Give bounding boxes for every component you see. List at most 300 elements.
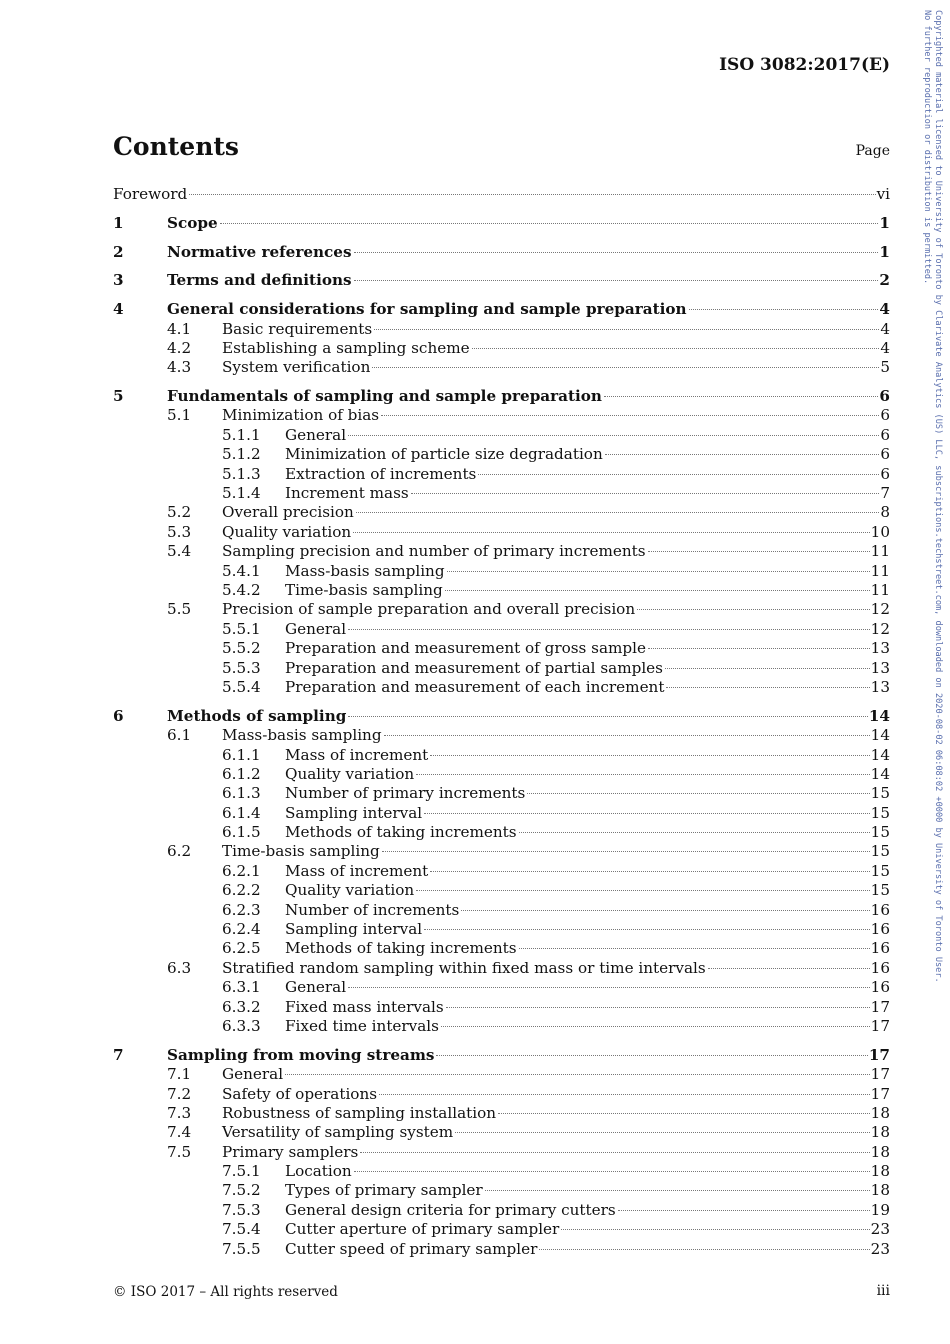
toc-entry-number: 7.5.1 [222,1162,261,1181]
toc-entry-page[interactable]: 13 [870,639,890,658]
toc-entry-title[interactable]: Cutter speed of primary sampler [285,1239,538,1258]
toc-entry-title[interactable]: Types of primary sampler [285,1181,483,1200]
toc-dot-leader [348,716,868,717]
table-of-contents [113,185,890,1259]
toc-entry-line [285,1220,890,1239]
toc-entry-title[interactable]: Basic requirements [222,319,373,338]
toc-entry-page[interactable]: 13 [870,658,890,677]
toc-entry-number: 6.1 [167,726,192,745]
toc-entry[interactable] [113,300,890,319]
toc-entry-line [285,978,890,997]
toc-entry[interactable] [113,881,890,900]
toc-entry-number: 7.1 [167,1065,192,1084]
toc-entry-title[interactable]: Quality variation [285,764,415,783]
toc-dot-leader [348,629,870,630]
toc-entry-line [285,901,890,920]
toc-entry[interactable] [113,185,890,204]
toc-entry-line [113,185,890,204]
toc-entry-line [285,659,890,678]
toc-entry-page[interactable]: 4 [879,300,890,319]
toc-entry-page[interactable]: 18 [870,1162,890,1181]
footer-page-number: iii [876,1283,890,1299]
toc-entry-title[interactable]: Safety of operations [222,1084,378,1103]
toc-entry-page[interactable]: 7 [880,484,890,503]
toc-entry-number: 6 [113,706,124,725]
toc-entry-number: 4 [113,300,124,319]
toc-dot-leader [354,280,879,281]
toc-entry-page[interactable]: 11 [870,580,890,599]
toc-entry-title[interactable]: Methods of taking increments [285,823,517,842]
toc-entry-number: 7.3 [167,1103,192,1122]
toc-entry-number: 4.1 [167,319,192,338]
toc-entry-number: 5.4.2 [222,580,261,599]
toc-entry[interactable] [113,862,890,881]
toc-entry-page[interactable]: 1 [879,213,890,232]
toc-dot-leader [446,1007,870,1008]
toc-entry-line [167,387,890,406]
toc-entry-title[interactable]: Methods of sampling [167,706,347,725]
toc-entry-number: 5 [113,387,124,406]
toc-entry[interactable] [113,659,890,678]
toc-entry-page[interactable]: 17 [870,1084,890,1103]
toc-entry-number: 5.5 [167,600,192,619]
toc-dot-leader [637,609,870,610]
toc-entry-line [285,639,890,658]
toc-entry-line [285,939,890,958]
toc-entry-title[interactable]: Increment mass [285,484,409,503]
toc-entry-line [285,862,890,881]
toc-entry-number: 6.1.4 [222,803,261,822]
toc-entry-title[interactable]: Fixed time intervals [285,1016,439,1035]
toc-dot-leader [354,1171,870,1172]
toc-entry[interactable] [113,445,890,464]
toc-entry[interactable] [113,939,890,958]
toc-entry-title[interactable]: General [285,978,347,997]
document-code: ISO 3082:2017(E) [719,55,890,75]
toc-dot-leader [353,532,869,533]
toc-entry-page[interactable]: 23 [870,1220,890,1239]
toc-dot-leader [447,571,870,572]
toc-entry[interactable] [113,1104,890,1123]
toc-entry-number: 6.1.3 [222,784,261,803]
toc-entry-number: 5.5.2 [222,639,261,658]
toc-dot-leader [445,590,870,591]
toc-entry-number: 6.2 [167,842,192,861]
toc-entry-line [222,406,890,425]
toc-entry-number: 3 [113,271,124,290]
toc-entry[interactable] [113,1143,890,1162]
toc-entry-number: 6.1.2 [222,764,261,783]
toc-entry-line [222,542,890,561]
toc-entry-number: 6.2.3 [222,900,261,919]
toc-entry[interactable] [113,214,890,233]
toc-entry-page[interactable]: 6 [880,406,890,425]
toc-entry[interactable] [113,387,890,406]
toc-entry-page[interactable]: 15 [870,803,890,822]
toc-entry-title[interactable]: Sampling interval [285,920,423,939]
toc-dot-leader [618,1210,870,1211]
toc-entry-page[interactable]: 11 [870,542,890,561]
toc-entry-page[interactable]: 17 [868,1045,890,1064]
toc-entry-page[interactable]: 13 [870,677,890,696]
toc-entry[interactable] [113,823,890,842]
toc-entry[interactable] [113,959,890,978]
toc-entry-title[interactable]: System verification [222,358,371,377]
toc-entry-line [285,784,890,803]
toc-entry[interactable] [113,465,890,484]
toc-entry-number: 6.3 [167,958,192,977]
toc-entry-number: 6.1.5 [222,823,261,842]
toc-entry-page[interactable]: 11 [870,561,890,580]
toc-entry-line [222,1104,890,1123]
toc-entry-page[interactable]: 15 [870,881,890,900]
toc-dot-leader [648,648,870,649]
toc-entry[interactable] [113,1123,890,1142]
toc-entry-line [167,271,890,290]
toc-entry-title[interactable]: General design criteria for primary cutters [285,1200,616,1219]
toc-dot-leader [379,1094,870,1095]
toc-dot-leader [604,396,878,397]
toc-dot-leader [519,948,870,949]
toc-entry[interactable] [113,842,890,861]
toc-entry[interactable] [113,707,890,726]
toc-entry-number: 5.1.1 [222,425,261,444]
toc-entry-title[interactable]: Terms and definitions [167,271,352,290]
toc-dot-leader [430,755,869,756]
toc-entry-line [285,678,890,697]
toc-entry-line [222,523,890,542]
toc-dot-leader [384,735,870,736]
toc-entry-line [285,484,890,503]
contents-title: Contents [113,132,240,161]
toc-entry-line [222,1123,890,1142]
toc-entry-title[interactable]: Precision of sample preparation and overall precision [222,600,636,619]
toc-entry[interactable] [113,1240,890,1259]
toc-entry-title[interactable]: Extraction of increments [285,464,477,483]
toc-entry[interactable] [113,1162,890,1181]
toc-entry-line [222,503,890,522]
toc-entry-title[interactable]: Normative references [167,242,352,261]
toc-entry-number: 5.1 [167,406,192,425]
toc-entry-line [167,1046,890,1065]
toc-entry-page[interactable]: 18 [870,1103,890,1122]
toc-entry-title[interactable]: Sampling from moving streams [167,1045,435,1064]
toc-entry-line [285,746,890,765]
toc-entry[interactable] [113,620,890,639]
toc-entry-page[interactable]: 17 [870,997,890,1016]
toc-entry-title[interactable]: Mass of increment [285,745,429,764]
toc-entry-page[interactable]: 12 [870,619,890,638]
toc-entry-title[interactable]: Overall precision [222,503,354,522]
toc-entry[interactable] [113,678,890,697]
toc-entry-title[interactable]: Mass-basis sampling [222,726,382,745]
toc-entry-page[interactable]: 16 [870,958,890,977]
toc-entry-page[interactable]: 4 [880,319,890,338]
toc-entry-line [285,881,890,900]
toc-entry-title[interactable]: Minimization of bias [222,406,380,425]
toc-entry[interactable] [113,358,890,377]
toc-entry-line [285,426,890,445]
toc-dot-leader [436,1055,867,1056]
license-watermark [921,10,945,983]
toc-entry-page[interactable]: 8 [880,503,890,522]
toc-entry[interactable] [113,1065,890,1084]
toc-dot-leader [561,1229,869,1230]
toc-entry-line [222,726,890,745]
toc-entry-page[interactable]: 15 [870,784,890,803]
toc-entry-page[interactable]: 10 [870,522,890,541]
toc-entry-number: 7.5.3 [222,1200,261,1219]
toc-entry-line [285,823,890,842]
toc-entry-line [167,214,890,233]
toc-entry-page[interactable]: 18 [870,1142,890,1161]
toc-entry[interactable] [113,784,890,803]
toc-entry-number: 6.2.4 [222,920,261,939]
toc-entry[interactable] [113,639,890,658]
toc-entry-number: 7.2 [167,1084,192,1103]
toc-dot-leader [348,987,870,988]
toc-entry-page[interactable]: 16 [870,939,890,958]
toc-entry-page[interactable]: 17 [870,1016,890,1035]
toc-entry[interactable] [113,1181,890,1200]
toc-entry-page[interactable]: 6 [880,464,890,483]
toc-entry-title[interactable]: Foreword [113,185,188,203]
toc-entry[interactable] [113,562,890,581]
toc-entry-page[interactable]: 17 [870,1065,890,1084]
toc-dot-leader [666,687,869,688]
toc-entry-number: 4.3 [167,358,192,377]
toc-dot-leader [605,454,880,455]
toc-dot-leader [441,1026,870,1027]
toc-dot-leader [424,813,870,814]
toc-dot-leader [461,910,869,911]
toc-entry-page[interactable]: 16 [870,920,890,939]
toc-entry[interactable] [113,1085,890,1104]
toc-entry-title[interactable]: Preparation and measurement of gross sample [285,639,646,658]
toc-entry-line [222,1065,890,1084]
watermark-text [922,10,943,983]
toc-dot-leader [485,1190,870,1191]
toc-dot-leader [354,252,879,253]
toc-dot-leader [348,435,879,436]
toc-entry[interactable] [113,726,890,745]
toc-dot-leader [648,551,870,552]
toc-entry-page[interactable]: 18 [870,1123,890,1142]
toc-entry-number: 5.4 [167,542,192,561]
toc-dot-leader [455,1132,870,1133]
toc-entry-title[interactable]: Quality variation [222,522,352,541]
toc-entry[interactable] [113,1220,890,1239]
toc-entry[interactable] [113,1201,890,1220]
toc-entry-line [222,1085,890,1104]
toc-entry-title[interactable]: Versatility of sampling system [222,1123,454,1142]
toc-entry-title[interactable]: General considerations for sampling and sample preparation [167,300,687,319]
toc-entry[interactable] [113,406,890,425]
toc-entry-number: 7.5 [167,1142,192,1161]
toc-entry-number: 7 [113,1045,124,1064]
toc-entry-number: 5.5.4 [222,677,261,696]
toc-entry-page[interactable]: 5 [880,358,890,377]
toc-entry-page[interactable]: 14 [870,764,890,783]
toc-entry-number: 4.2 [167,338,192,357]
toc-entry-title[interactable]: Fixed mass intervals [285,997,444,1016]
toc-dot-leader [424,929,870,930]
toc-entry-page[interactable]: 15 [870,842,890,861]
toc-entry-line [222,339,890,358]
toc-entry-line [222,1143,890,1162]
toc-entry-title[interactable]: General [222,1065,284,1084]
toc-entry[interactable] [113,765,890,784]
toc-entry[interactable] [113,320,890,339]
toc-entry-title[interactable]: Robustness of sampling installation [222,1103,497,1122]
toc-entry-title[interactable]: Minimization of particle size degradation [285,445,603,464]
toc-entry-page[interactable]: 6 [880,425,890,444]
toc-dot-leader [411,493,880,494]
toc-dot-leader [374,329,879,330]
toc-entry-page[interactable]: 1 [879,242,890,261]
toc-entry-line [285,445,890,464]
toc-entry-line [222,320,890,339]
toc-entry-number: 5.5.1 [222,619,261,638]
toc-dot-leader [689,309,879,310]
toc-entry[interactable] [113,503,890,522]
toc-entry-page[interactable]: 14 [868,706,890,725]
toc-dot-leader [430,871,869,872]
page-column-label: Page [855,143,890,159]
toc-entry[interactable] [113,426,890,445]
toc-entry-title[interactable]: Preparation and measurement of partial samples [285,658,663,677]
toc-dot-leader [498,1113,870,1114]
toc-entry-line [285,1240,890,1259]
toc-entry-page[interactable]: 15 [870,823,890,842]
toc-entry-title[interactable]: Stratified random sampling within fixed mass or time intervals [222,958,706,977]
toc-entry-number: 5.1.2 [222,445,261,464]
toc-dot-leader [189,194,875,195]
toc-entry-number: 7.5.2 [222,1181,261,1200]
toc-entry[interactable] [113,271,890,290]
toc-entry[interactable] [113,339,890,358]
toc-entry[interactable] [113,920,890,939]
toc-entry-page[interactable]: 4 [880,338,890,357]
toc-entry-number: 6.1.1 [222,745,261,764]
toc-entry-title[interactable]: Establishing a sampling scheme [222,338,470,357]
toc-dot-leader [372,367,879,368]
toc-entry-number: 6.2.1 [222,861,261,880]
toc-dot-leader [472,348,880,349]
toc-entry-line [285,765,890,784]
toc-entry-title[interactable]: Mass of increment [285,861,429,880]
toc-entry-number: 5.4.1 [222,561,261,580]
toc-entry-page[interactable]: 2 [879,271,890,290]
toc-dot-leader [382,851,870,852]
footer-copyright: © ISO 2017 – All rights reserved [113,1284,338,1300]
toc-entry-title[interactable]: Quality variation [285,881,415,900]
toc-entry-number: 6.3.1 [222,978,261,997]
toc-entry-line [285,1181,890,1200]
toc-entry-title[interactable]: General [285,425,347,444]
toc-entry[interactable] [113,998,890,1017]
toc-entry-number: 6.2.5 [222,939,261,958]
toc-entry[interactable] [113,243,890,262]
toc-entry-line [167,300,890,319]
toc-dot-leader [416,774,869,775]
toc-entry[interactable] [113,901,890,920]
toc-entry-page[interactable]: 15 [870,861,890,880]
toc-entry-title[interactable]: Number of increments [285,900,460,919]
toc-entry-number: 5.1.3 [222,464,261,483]
toc-entry-page[interactable]: 14 [870,745,890,764]
toc-entry-title[interactable]: Cutter aperture of primary sampler [285,1220,560,1239]
toc-entry-title[interactable]: Fundamentals of sampling and sample preparation [167,387,602,406]
toc-entry-line [285,581,890,600]
toc-entry-line [285,465,890,484]
toc-entry-title[interactable]: Scope [167,213,218,232]
toc-entry-line [285,562,890,581]
toc-entry[interactable] [113,581,890,600]
toc-entry-title[interactable]: Mass-basis sampling [285,561,445,580]
toc-entry-title[interactable]: Location [285,1162,352,1181]
toc-entry-page[interactable]: 16 [870,900,890,919]
toc-entry-number: 5.3 [167,522,192,541]
toc-entry-page[interactable]: 19 [870,1200,890,1219]
toc-entry-number: 7.5.5 [222,1239,261,1258]
toc-entry-page[interactable]: 23 [870,1239,890,1258]
toc-entry-page[interactable]: 12 [870,600,890,619]
toc-entry-title[interactable]: Sampling interval [285,803,423,822]
toc-entry-title[interactable]: General [285,619,347,638]
toc-entry[interactable] [113,600,890,619]
toc-entry[interactable] [113,1046,890,1065]
toc-entry-number: 6.3.2 [222,997,261,1016]
toc-entry-number: 7.4 [167,1123,192,1142]
toc-entry-page[interactable]: 16 [870,978,890,997]
toc-entry[interactable] [113,542,890,561]
toc-entry[interactable] [113,978,890,997]
toc-entry-page[interactable]: 6 [879,387,890,406]
toc-entry[interactable] [113,746,890,765]
toc-entry-page[interactable]: vi [876,185,890,203]
toc-dot-leader [360,1152,869,1153]
toc-dot-leader [539,1249,869,1250]
toc-entry-title[interactable]: Methods of taking increments [285,939,517,958]
toc-entry-line [285,1162,890,1181]
toc-dot-leader [519,832,870,833]
toc-entry-title[interactable]: Time-basis sampling [285,580,443,599]
toc-entry-title[interactable]: Preparation and measurement of each increment [285,677,665,696]
toc-entry-line [285,1017,890,1036]
toc-dot-leader [416,890,869,891]
toc-entry[interactable] [113,523,890,542]
toc-entry-line [222,959,890,978]
toc-entry-page[interactable]: 6 [880,445,890,464]
watermark-line-2: No further reproduction or distribution is permitted. [922,10,933,285]
toc-entry-line [285,620,890,639]
toc-entry-number: 5.2 [167,503,192,522]
toc-dot-leader [285,1074,870,1075]
toc-entry-line [167,243,890,262]
toc-dot-leader [708,968,870,969]
toc-entry-title[interactable]: Sampling precision and number of primary increments [222,542,646,561]
toc-entry[interactable] [113,1017,890,1036]
toc-entry-title[interactable]: Time-basis sampling [222,842,380,861]
toc-entry-title[interactable]: Primary samplers [222,1142,359,1161]
toc-entry[interactable] [113,484,890,503]
toc-entry[interactable] [113,804,890,823]
toc-entry-page[interactable]: 14 [870,726,890,745]
toc-entry-number: 1 [113,213,124,232]
toc-entry-title[interactable]: Number of primary increments [285,784,526,803]
toc-entry-page[interactable]: 18 [870,1181,890,1200]
